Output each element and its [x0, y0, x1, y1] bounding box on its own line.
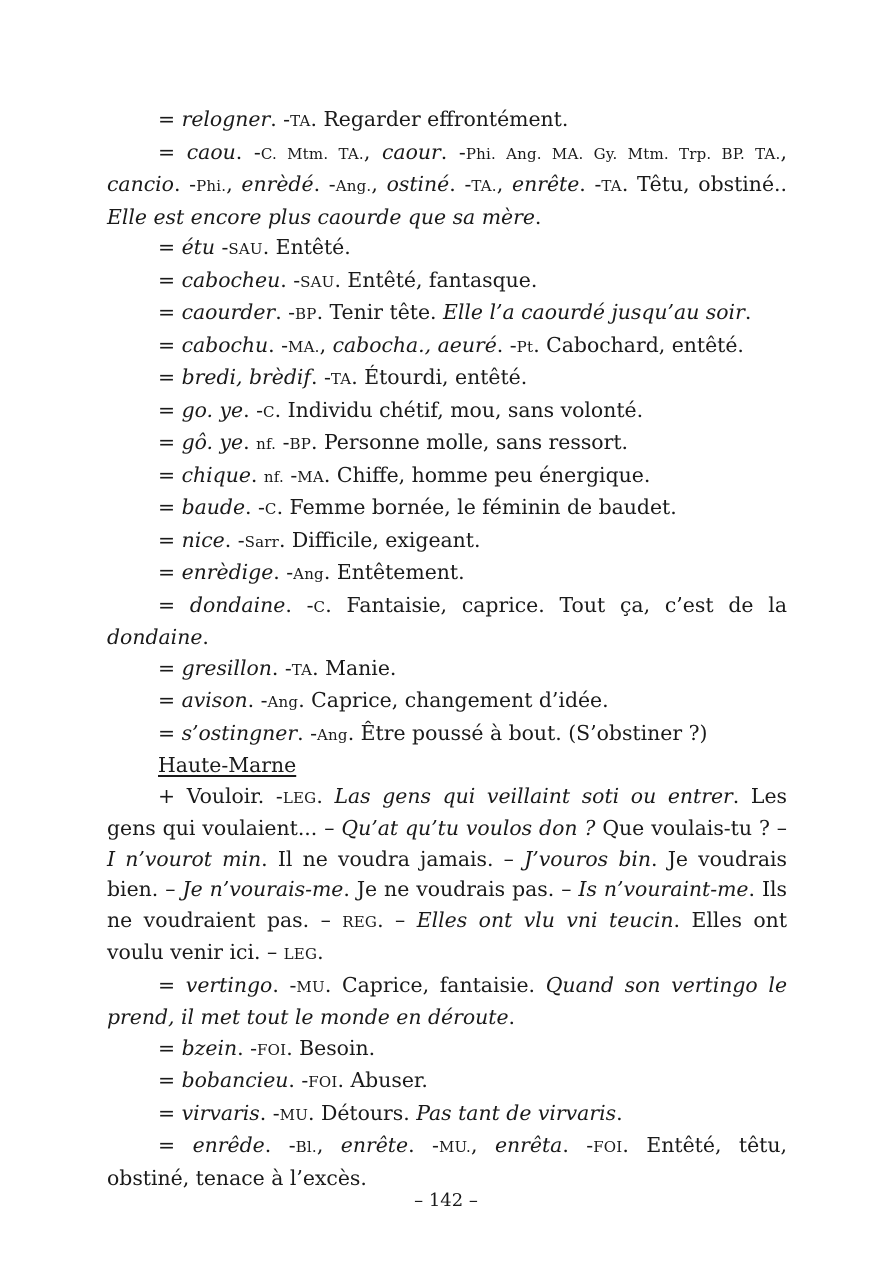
entry-source-abbrev: C	[264, 500, 277, 518]
entry-italic-text: enrête	[512, 172, 580, 196]
entry-source-abbrev: Ang	[267, 693, 299, 711]
entry-text: . -	[280, 267, 301, 292]
entry-text: .	[508, 1005, 516, 1029]
entry-italic-text: Is n’vouraint-me	[578, 877, 749, 901]
entry-italic-text: cancio	[107, 172, 174, 196]
entry-text: . Personne molle, sans ressort.	[311, 430, 628, 454]
entry-italic-text: go. ye	[181, 397, 244, 422]
page-body	[107, 104, 787, 1193]
entry-text: =	[158, 560, 182, 584]
entry-italic-text: Elle l’a caourdé jusqu’au soir	[443, 300, 745, 324]
entry-text: . -	[449, 172, 472, 196]
entry-italic-text: Pas tant de virvaris	[416, 1100, 617, 1125]
entry-text: .	[250, 462, 264, 487]
entry-source-abbrev: Phi.	[196, 177, 227, 195]
dictionary-entry	[107, 557, 787, 590]
entry-italic-text: Je n’vourais-me	[182, 877, 344, 901]
entry-text: . -	[270, 107, 291, 131]
entry-source-abbrev: MA.	[288, 337, 320, 356]
entry-text: =	[158, 972, 186, 997]
entry-source-abbrev: Ang	[293, 565, 324, 583]
entry-text: =	[158, 107, 182, 131]
entry-italic-text: gô. ye	[181, 430, 244, 454]
entry-text: ,	[319, 332, 333, 357]
entry-text: . –	[377, 907, 417, 932]
dictionary-entry	[107, 492, 787, 525]
entry-text: . Entêté, têtu, obstiné, tenace à l’excès.	[107, 1133, 787, 1190]
dictionary-entry	[107, 137, 787, 233]
entry-text: =	[158, 300, 182, 324]
entry-text: -	[283, 462, 298, 487]
entry-source-abbrev: C	[262, 402, 275, 421]
entry-text: . -	[247, 688, 268, 712]
entry-italic-text: s’ostingner	[181, 720, 298, 745]
entry-text: . Elles ont voulu venir ici. –	[107, 907, 788, 964]
entry-text: . Étourdi, entêté.	[351, 365, 528, 389]
entry-text: . -	[275, 300, 296, 324]
entry-source-abbrev: Ang.	[335, 177, 372, 195]
entry-text: . -	[579, 172, 602, 196]
entry-text: . -	[310, 365, 331, 389]
entry-text: . -	[562, 1133, 594, 1157]
entry-italic-text: Quand son vertingo le prend, il met tout le monde en déroute	[107, 972, 788, 1029]
entry-italic-text: virvaris	[181, 1100, 260, 1125]
entry-italic-text: cabocheu	[181, 267, 281, 292]
dictionary-entry	[107, 653, 787, 686]
entry-italic-text: Elles ont vlu vni teucin	[416, 907, 674, 932]
entry-text: . Besoin.	[286, 1035, 376, 1060]
entry-text: ,	[780, 139, 787, 164]
entry-source-abbrev: Ang	[316, 725, 348, 744]
entry-text: ,	[363, 139, 383, 164]
entry-source-abbrev: TA.	[471, 177, 497, 195]
entry-text: . -	[173, 172, 197, 196]
entry-text: . Regarder effrontément.	[310, 107, 569, 131]
entry-text: . -	[245, 495, 265, 519]
entry-text: . -	[285, 592, 314, 617]
entry-text: .	[317, 940, 324, 964]
entry-source-abbrev: Pt	[516, 337, 534, 356]
entry-text: . Têtu, obstiné..	[621, 172, 787, 196]
entry-italic-text: Las gens qui veillaint soti ou entrer	[334, 783, 733, 808]
entry-text: . -	[235, 139, 261, 164]
entry-italic-text: bzein	[181, 1035, 238, 1060]
dictionary-entry	[107, 685, 787, 718]
entry-italic-text: baude	[181, 495, 246, 519]
entry-source-abbrev: MU	[279, 1105, 309, 1124]
entry-italic-text: nice	[181, 527, 225, 552]
entry-italic-text: chique	[181, 462, 251, 487]
entry-text: . -	[496, 332, 517, 357]
entry-text: . Cabochard, entêté.	[533, 332, 744, 357]
entry-italic-text: enrêde	[192, 1133, 265, 1157]
dictionary-entry	[107, 1065, 787, 1098]
dictionary-entry	[107, 781, 787, 970]
entry-text: =	[158, 720, 182, 745]
dictionary-entry	[107, 427, 787, 460]
entry-text: . -	[243, 397, 263, 422]
entry-text: -	[214, 235, 229, 259]
dictionary-entry	[107, 265, 787, 298]
entry-text: .	[744, 300, 752, 324]
entry-text: =	[158, 139, 187, 164]
entry-italic-text: cabochu	[181, 332, 269, 357]
entry-source-abbrev: LEG	[283, 945, 318, 963]
entry-italic-text: cabocha., aeuré	[332, 332, 497, 357]
entry-text: . Femme bornée, le féminin de baudet.	[276, 495, 677, 519]
dictionary-entry	[107, 330, 787, 363]
entry-italic-text: dondaine	[107, 625, 203, 649]
entry-text: . Il ne voudra jamais. –	[261, 846, 525, 871]
entry-text: =	[158, 397, 182, 422]
entry-text: . Ils ne voudraient pas. –	[107, 877, 788, 932]
entry-italic-text: Elle est encore plus caourde que sa mère	[107, 204, 535, 229]
entry-text: . Caprice, changement d’idée.	[298, 688, 609, 712]
entry-italic-text: caourder	[181, 300, 276, 324]
entry-text: . -	[272, 972, 297, 997]
entry-text: =	[158, 365, 182, 389]
dictionary-entry	[107, 104, 787, 137]
entry-source-abbrev: Bl.	[295, 1138, 317, 1156]
entry-italic-text: avison	[181, 688, 248, 712]
entry-text: . Individu chétif, mou, sans volonté.	[274, 397, 644, 422]
entry-italic-text: enrèdé	[241, 172, 314, 196]
entry-text: . -	[271, 655, 292, 680]
entry-text: =	[158, 462, 182, 487]
dictionary-entry	[107, 460, 787, 493]
entry-source-abbrev: MU.	[438, 1138, 471, 1156]
entry-text: =	[158, 655, 182, 680]
entry-italic-text: dondaine	[189, 592, 286, 617]
entry-italic-text: caou	[186, 139, 236, 164]
dictionary-entry	[107, 297, 787, 330]
entry-italic-text: enrèdige	[181, 560, 274, 584]
entry-text: =	[158, 235, 182, 259]
entry-source-abbrev: BP	[289, 435, 312, 453]
entry-italic-text: relogner	[181, 107, 271, 131]
entry-source-abbrev: FOI	[308, 1073, 338, 1091]
entry-text: =	[158, 267, 182, 292]
entry-source-abbrev: nf.	[263, 467, 284, 486]
entry-text: .	[616, 1100, 623, 1125]
entry-text: ,	[316, 1133, 341, 1157]
entry-text: =	[158, 495, 182, 519]
entry-text: . Les gens qui voulaient... –	[107, 783, 787, 840]
entry-text: . -	[273, 560, 294, 584]
entry-source-abbrev: FOI	[593, 1138, 623, 1156]
entry-italic-text: bobancieu	[181, 1068, 289, 1092]
entry-italic-text: bredi, brèdif	[181, 365, 311, 389]
entry-italic-text: ostiné	[386, 172, 450, 196]
dictionary-entry	[107, 362, 787, 395]
entry-text: =	[158, 1035, 182, 1060]
entry-text: . Être poussé à bout. (S’obstiner ?)	[347, 720, 708, 745]
entries-list	[107, 104, 787, 750]
page-number: – 142 –	[414, 1190, 478, 1211]
entry-source-abbrev: C. Mtm. TA.	[260, 144, 364, 163]
entry-text: =	[158, 430, 182, 454]
entry-text: ,	[371, 172, 387, 196]
dictionary-entry	[107, 1130, 787, 1193]
dictionary-entry	[107, 970, 787, 1033]
entry-source-abbrev: LEG	[282, 788, 317, 807]
entry-text: =	[158, 1100, 182, 1125]
entry-italic-text: enrête	[340, 1133, 409, 1157]
entry-text: . -	[288, 1068, 309, 1092]
entry-italic-text: I n’vourot min	[107, 846, 262, 871]
entry-text: . -	[440, 139, 466, 164]
entry-text: =	[158, 1133, 193, 1157]
dictionary-entry	[107, 1098, 787, 1131]
entry-source-abbrev: MU	[296, 977, 325, 996]
entry-italic-text: gresillon	[181, 655, 272, 680]
entries-list-haute-marne	[107, 781, 787, 1194]
entry-source-abbrev: TA	[330, 370, 352, 388]
entry-text: =	[158, 332, 182, 357]
entry-text: . -	[259, 1100, 280, 1125]
entry-text: . Entêtement.	[323, 560, 465, 584]
entry-source-abbrev: REG	[342, 912, 378, 931]
section-heading: Haute-Marne	[158, 753, 297, 777]
entry-text: . Entêté.	[262, 235, 351, 259]
entry-text: =	[158, 592, 190, 617]
entry-text: -	[276, 430, 290, 454]
dictionary-entry	[107, 718, 787, 751]
entry-source-abbrev: nf.	[256, 435, 277, 453]
entry-text: . Entêté, fantasque.	[334, 267, 538, 292]
entry-source-abbrev: TA	[291, 660, 313, 679]
entry-source-abbrev: Phi. Ang. MA. Gy. Mtm. Trp. BP. TA.	[465, 144, 781, 163]
entry-text: Que voulais-tu ? –	[595, 816, 788, 840]
entry-text: . Je voudrais bien. –	[107, 846, 787, 901]
entry-text: + Vouloir. -	[158, 783, 283, 808]
entry-text: . Difficile, exigeant.	[278, 527, 481, 552]
entry-text: . -	[237, 1035, 257, 1060]
dictionary-entry	[107, 590, 787, 653]
entry-italic-text: caour	[382, 139, 441, 164]
entry-italic-text: enrêta	[494, 1133, 563, 1157]
entry-text: .	[202, 625, 209, 649]
entry-italic-text: J’vouros bin	[524, 846, 652, 871]
entry-text: . Caprice, fantaisie.	[324, 972, 546, 997]
entry-text: . -	[408, 1133, 439, 1157]
dictionary-entry	[107, 1033, 787, 1066]
entry-text: . -	[268, 332, 289, 357]
entry-text: . Tenir tête.	[316, 300, 443, 324]
entry-source-abbrev: TA	[290, 112, 311, 130]
entry-text: .	[534, 204, 542, 229]
entry-text: . Manie.	[312, 655, 397, 680]
entry-source-abbrev: BP	[295, 305, 317, 323]
entry-italic-text: Qu’at qu’tu voulos don ?	[341, 816, 596, 840]
entry-text: . Abuser.	[337, 1068, 428, 1092]
entry-text: . Détours.	[308, 1100, 417, 1125]
entry-text: ,	[496, 172, 512, 196]
entry-text: .	[316, 783, 335, 808]
entry-source-abbrev: FOI	[256, 1040, 287, 1059]
entry-italic-text: étu	[181, 235, 215, 259]
entry-text: =	[158, 1068, 182, 1092]
entry-text: ,	[470, 1133, 495, 1157]
dictionary-entry	[107, 395, 787, 428]
entry-source-abbrev: C	[313, 597, 326, 616]
entry-source-abbrev: TA	[601, 177, 622, 195]
entry-text: ,	[226, 172, 242, 196]
entry-text: =	[158, 527, 182, 552]
dictionary-entry	[107, 525, 787, 558]
entry-text: . -	[224, 527, 245, 552]
entry-text: . -	[264, 1133, 296, 1157]
dictionary-entry	[107, 232, 787, 265]
entry-text: . -	[313, 172, 336, 196]
entry-text: . Fantaisie, caprice. Tout ça, c’est de la	[325, 592, 787, 617]
entry-source-abbrev: Sarr	[244, 532, 279, 551]
entry-source-abbrev: SAU	[228, 240, 263, 258]
entry-text: . Je ne voudrais pas. –	[343, 877, 579, 901]
entry-source-abbrev: MA	[297, 467, 324, 486]
entry-italic-text: vertingo	[185, 972, 273, 997]
entry-source-abbrev: SAU	[300, 272, 335, 291]
entry-text: .	[243, 430, 257, 454]
entry-text: =	[158, 688, 182, 712]
entry-text: . -	[297, 720, 317, 745]
entry-text: . Chiffe, homme peu énergique.	[323, 462, 651, 487]
